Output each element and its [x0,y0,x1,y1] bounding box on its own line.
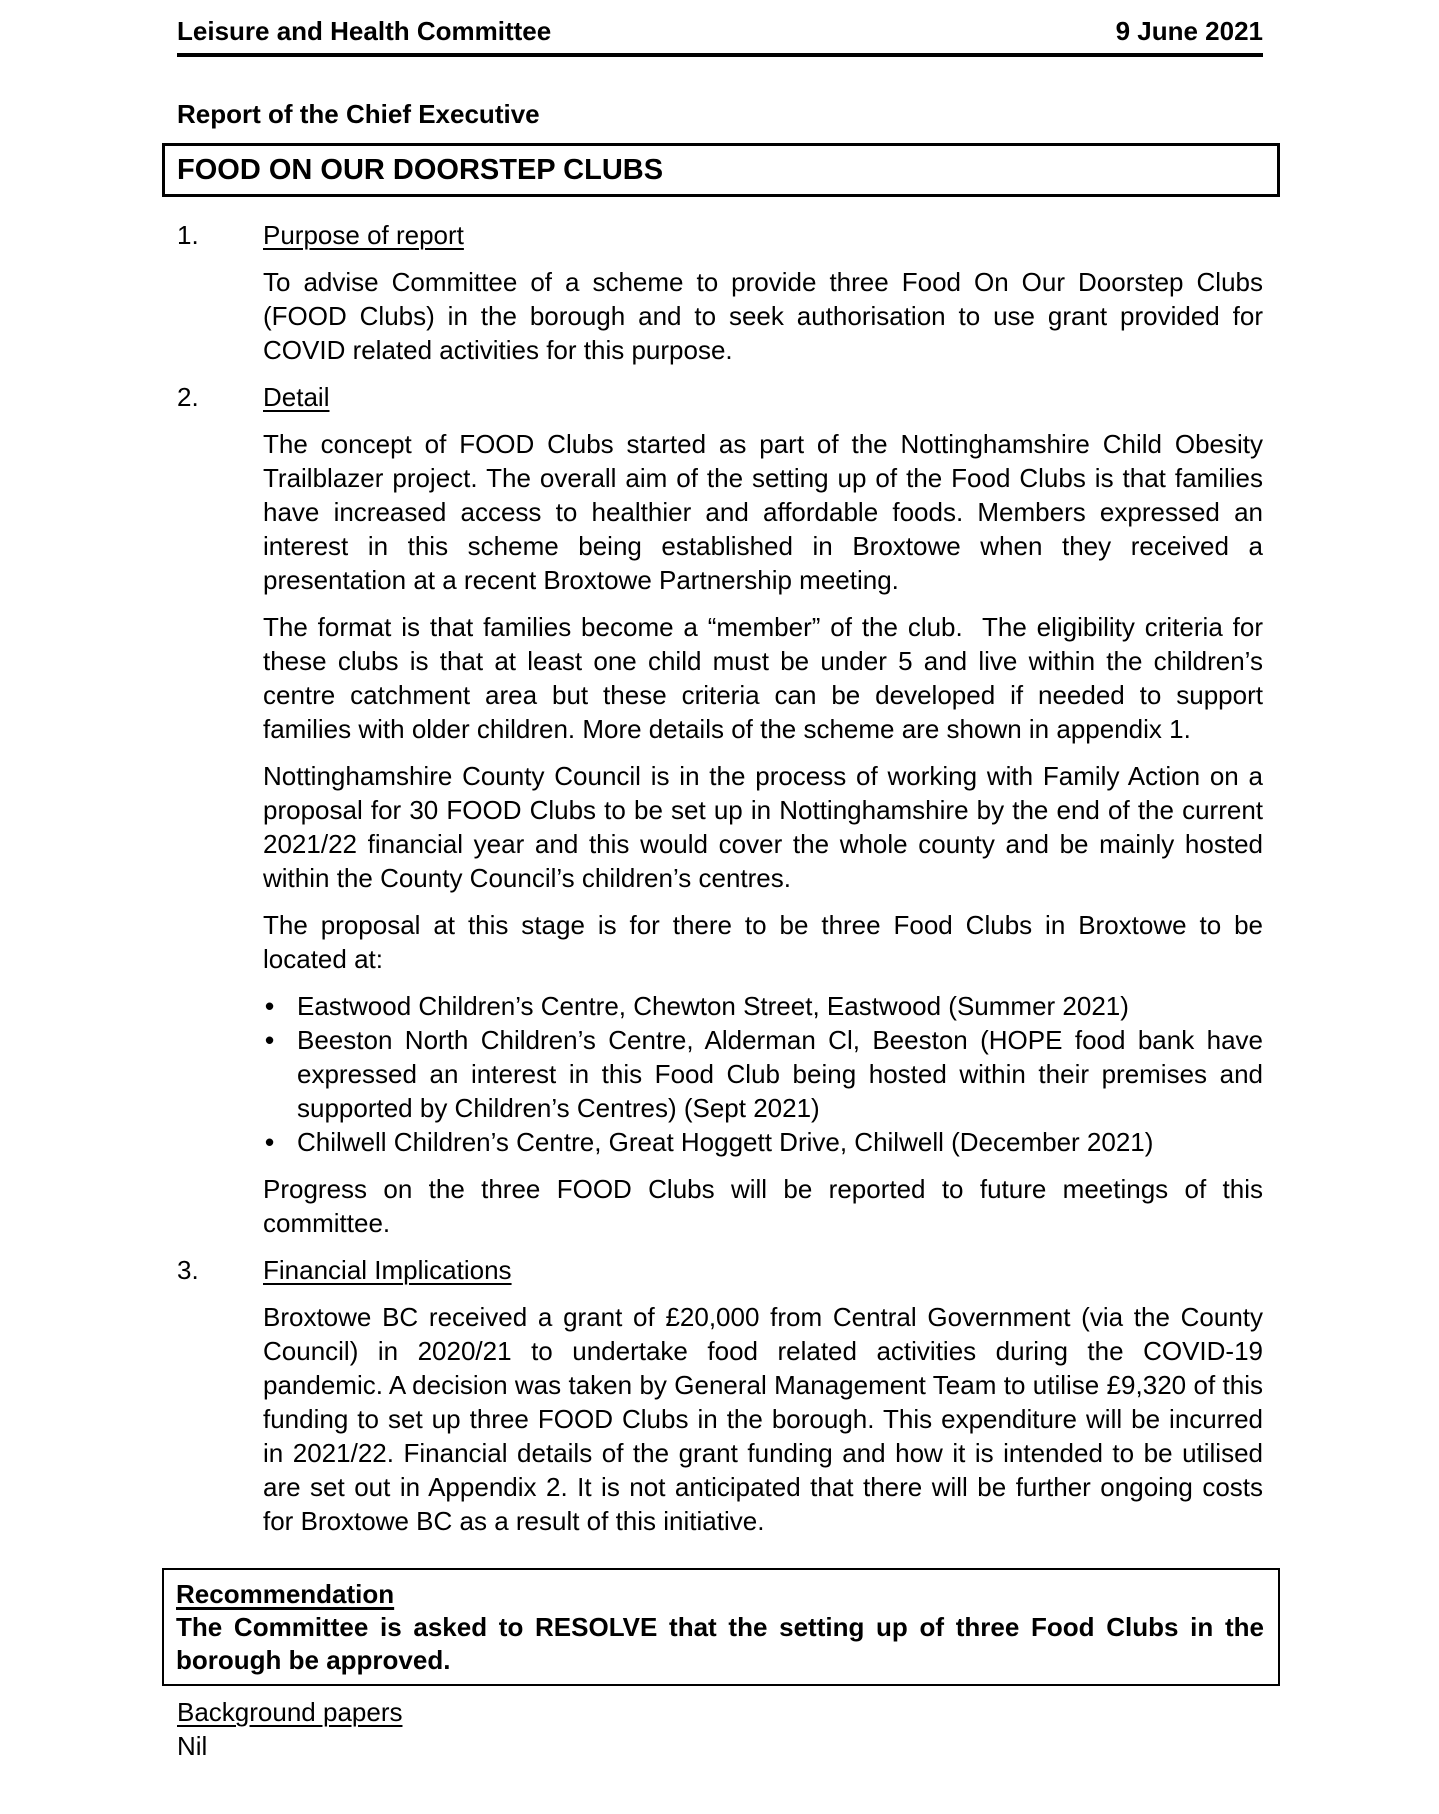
section-heading: Detail [263,382,330,412]
paragraph: The proposal at this stage is for there to be three Food Clubs in Broxtowe to be located at: [263,910,1263,974]
report-title: FOOD ON OUR DOORSTEP CLUBS [177,154,664,186]
recommendation-box [162,1568,1280,1686]
section-purpose [177,218,1263,380]
report-sections [177,218,1263,1551]
section-detail [177,380,1263,1253]
section-number: 3. [177,1255,199,1285]
section-financial-implications [177,1253,1263,1551]
paragraph: The format is that families become a “member” of the club. The eligibility criteria for these clubs is that at least one child must be under 5 and live within the children’s centre catchment area but these criteria can be developed if needed to support families with older children. More details of the scheme are shown in appendix 1. [263,612,1263,744]
bullet-item: • Beeston North Children’s Centre, Alderman Cl, Beeston (HOPE food bank have expressed an interest in this Food Club being hosted within their premises and supported by Children’s Centres) (Sept 2021) [263,1023,1263,1125]
committee-name: Leisure and Health Committee [177,16,552,46]
paragraph: Broxtowe BC received a grant of £20,000 from Central Government (via the County Council) in 2020/21 to undertake food related activities during the COVID-19 pandemic. A decision was taken by General Management Team to utilise £9,320 of this funding to set up three FOOD Clubs in the borough. This expenditure will be incurred in 2021/22. Financial details of the grant funding and how it is intended to be utilised are set out in Appendix 2. It is not anticipated that there will be further ongoing costs for Broxtowe BC as a result of this initiative. [263,1302,1263,1536]
recommendation-heading: Recommendation [176,1579,395,1609]
paragraph: Progress on the three FOOD Clubs will be reported to future meetings of this committee. [263,1174,1263,1238]
bullet-list [263,989,1263,1159]
background-papers-heading: Background papers [177,1697,403,1727]
background-papers-value: Nil [177,1731,208,1761]
meeting-date: 9 June 2021 [1115,16,1263,46]
paragraph: The concept of FOOD Clubs started as part of the Nottinghamshire Child Obesity Trailblazer project. The overall aim of the setting up of the Food Clubs is that families have increased access to healthier and affordable foods. Members expressed an interest in this scheme being established in Broxtowe when they received a presentation at a recent Broxtowe Partnership meeting. [263,429,1263,595]
section-number: 2. [177,382,199,412]
report-author-line: Report of the Chief Executive [177,99,540,129]
section-heading: Purpose of report [263,220,464,250]
document-header [177,14,1263,57]
recommendation-text: The Committee is asked to RESOLVE that the setting up of three Food Clubs in the borough be approved. [176,1612,1264,1675]
bullet-item: • Eastwood Children’s Centre, Chewton Street, Eastwood (Summer 2021) [263,989,1263,1023]
report-title-box [162,143,1280,197]
section-number: 1. [177,220,199,250]
section-heading: Financial Implications [263,1255,512,1285]
paragraph: To advise Committee of a scheme to provide three Food On Our Doorstep Clubs (FOOD Clubs) in the borough and to seek authorisation to use grant provided for COVID related activities for this purpose. [263,267,1263,365]
bullet-item: • Chilwell Children’s Centre, Great Hoggett Drive, Chilwell (December 2021) [263,1125,1263,1159]
paragraph: Nottinghamshire County Council is in the process of working with Family Action on a proposal for 30 FOOD Clubs to be set up in Nottinghamshire by the end of the current 2021/22 financial year and this would cover the whole county and be mainly hosted within the County Council’s children’s centres. [263,761,1263,893]
